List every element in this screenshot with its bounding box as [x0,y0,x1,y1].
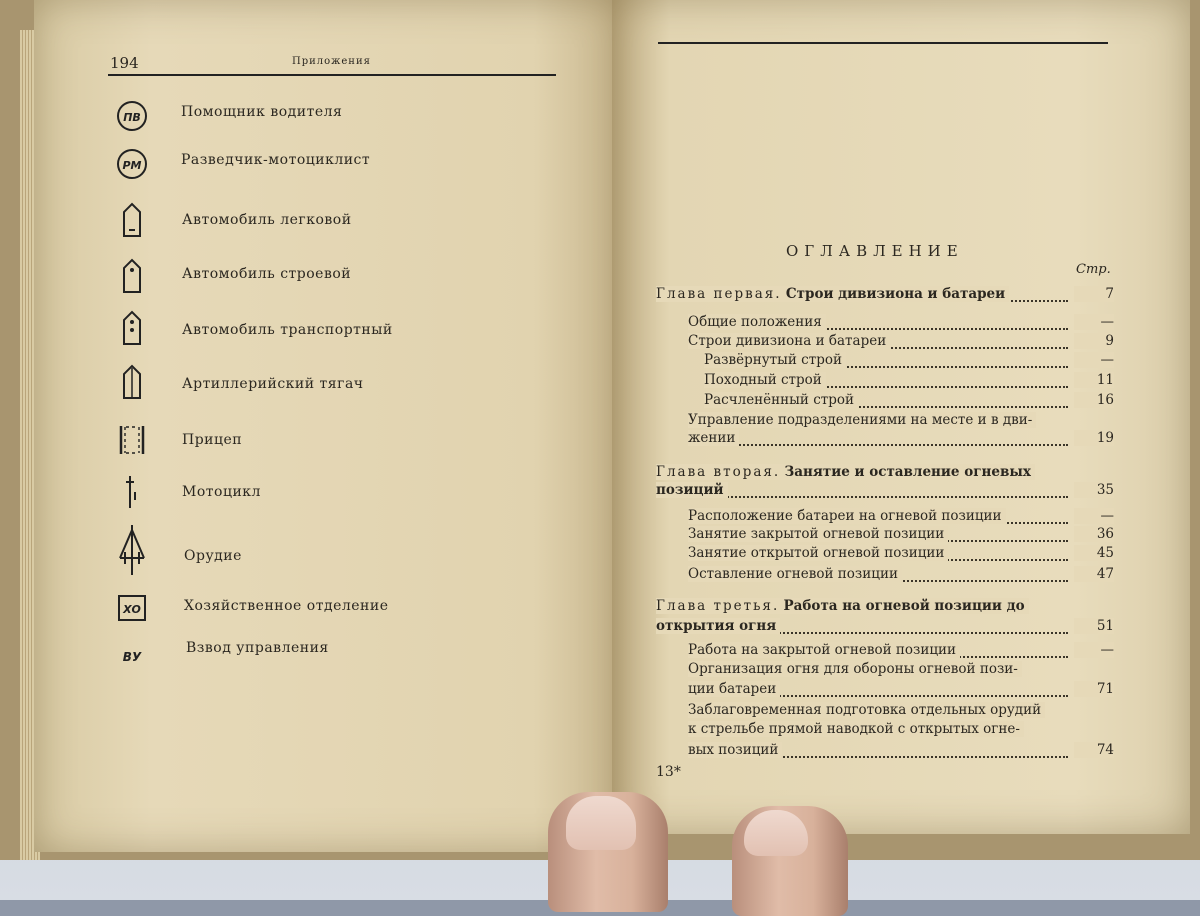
toc-entry [688,681,1114,701]
transport-truck-icon [108,308,156,348]
toc-entry [688,721,1114,741]
toc-entry-text [704,372,826,388]
toc-entry [688,742,1114,762]
legend-label: Орудие [184,548,242,564]
toc-entry-text [688,314,826,330]
vu-text-icon [108,636,156,676]
toc-entry [656,464,1114,484]
toc-page-number: — [1074,508,1114,524]
symbol-text: РМ [122,159,142,172]
legend-row [108,256,428,296]
toc-entry-text [688,661,1022,677]
toc-entry-title: Организация огня для обороны огневой пози- [688,661,1018,677]
legend-label: Помощник водителя [181,104,343,120]
legend-label: Мотоцикл [182,484,261,500]
toc-entry-title: к стрельбе прямой наводкой с открытых огне- [688,721,1020,737]
chapter-prefix: Глава вторая. [656,464,781,480]
toc-page-number: 16 [1074,392,1114,408]
symbol-text: ХО [123,603,141,616]
toc-page-number: 74 [1074,742,1114,758]
toc-entry-title: позиций [656,482,724,498]
toc-entry [656,482,1114,502]
trailer-icon [108,420,156,460]
toc-entry-title: Строи дивизиона и батареи [785,286,1006,302]
toc-entry [688,702,1114,722]
toc-page-number: 9 [1074,333,1114,349]
toc-page-number: — [1074,314,1114,330]
legend-label: Артиллерийский тягач [182,376,364,392]
page-column-label: Стр. [1076,262,1111,277]
legend-row [108,588,428,628]
toc-page-number: 51 [1074,618,1114,634]
toc-page-number: 11 [1074,372,1114,388]
toc-page-number: 45 [1074,545,1114,561]
pv-circle-icon [108,96,156,136]
toc-entry [688,508,1114,528]
toc-entry-title: открытия огня [656,618,777,634]
legend-row [108,308,428,348]
symbol-text: ВУ [122,650,142,664]
toc-entry-text [688,566,902,582]
truck-icon [108,256,156,296]
toc-entry-text [704,352,846,368]
legend-label: Прицеп [182,432,243,448]
toc-entry [688,642,1114,662]
toc-entry [688,566,1114,586]
legend-label: Автомобиль строевой [182,266,352,282]
toc-entry-title: Занятие и оставление огневых [784,464,1031,480]
toc-entry-title: Занятие открытой огневой позиции [688,545,945,561]
toc-entry-text [656,464,1035,480]
legend-label: Автомобиль транспортный [182,322,393,338]
running-head: Приложения [292,56,371,67]
toc-entry-text [688,430,739,446]
legend-row [108,528,428,568]
legend-row [108,362,428,402]
symbol-text: ПВ [123,111,141,124]
toc-entry-text [656,286,1009,302]
toc-entry-text [688,545,948,561]
toc-entry-text [688,642,960,658]
toc-entry-title: Строи дивизиона и батареи [688,333,887,349]
signature-mark: 13* [656,764,681,780]
legend-label: Разведчик-мотоциклист [181,152,371,168]
chapter-prefix: Глава первая. [656,286,782,302]
top-rule [658,42,1108,44]
toc-entry-text [656,618,780,634]
toc-entry-text [688,721,1024,737]
toc-entry [656,286,1114,306]
toc-entry-title: Развёрнутый строй [704,352,842,368]
toc-entry [656,598,1114,618]
legend-row [108,636,428,676]
toc-page-number: 71 [1074,681,1114,697]
legend-label: Взвод управления [186,640,329,656]
toc-entry-title: Работа на огневой позиции до [783,598,1025,614]
toc-page-number: 19 [1074,430,1114,446]
toc-entry-title: ции батареи [688,681,777,697]
rm-circle-icon [108,144,156,184]
legend-row [108,96,428,136]
toc-entry [704,372,1114,392]
toc-entry [688,545,1114,565]
legend-row [108,420,428,460]
legend-label: Автомобиль легковой [182,212,352,228]
header-rule [108,74,556,76]
motorcycle-icon [108,472,156,512]
toc-page-number: — [1074,352,1114,368]
toc-entry-title: Работа на закрытой огневой позиции [688,642,957,658]
legend-row [108,472,428,512]
toc-entry-text [656,482,728,498]
toc-entry-text [688,742,782,758]
toc-entry-text [656,598,1029,614]
toc-entry-title: Походный строй [704,372,822,388]
car-icon [108,200,156,240]
toc-leader-dots [688,444,1068,446]
toc-entry-title: Занятие закрытой огневой позиции [688,526,945,542]
chapter-prefix: Глава третья. [656,598,780,614]
toc-entry [688,412,1114,432]
toc-page-number: — [1074,642,1114,658]
toc-entry-title: Заблаговременная подготовка отдельных орудий [688,702,1042,718]
toc-entry [688,430,1114,450]
toc-page-number: 47 [1074,566,1114,582]
toc-entry-text [688,508,1006,524]
toc-entry [688,333,1114,353]
toc-entry-title: Оставление огневой позиции [688,566,898,582]
tractor-icon [108,362,156,402]
legend-row [108,144,428,184]
fingernail [566,796,636,850]
toc-entry-title: Расположение батареи на огневой позиции [688,508,1002,524]
legend-row [108,200,428,240]
toc-entry-text [688,681,780,697]
toc-entry-text [704,392,858,408]
toc-entry [688,526,1114,546]
toc-entry [656,618,1114,638]
page-number: 194 [110,54,139,72]
legend-label: Хозяйственное отделение [184,598,389,614]
xo-square-icon [108,588,156,628]
toc-page-number: 35 [1074,482,1114,498]
toc-entry [704,392,1114,412]
toc-entry [688,314,1114,334]
toc-page-number: 36 [1074,526,1114,542]
toc-entry [688,661,1114,681]
toc-entry-title: вых позиций [688,742,779,758]
toc-entry-title: Общие положения [688,314,822,330]
toc-entry-title: жении [688,430,736,446]
toc-entry-text [688,702,1045,718]
toc-entry-title: Управление подразделениями на месте и в дви- [688,412,1033,428]
toc-entry-title: Расчленённый строй [704,392,854,408]
toc-entry-text [688,333,890,349]
toc-page-number: 7 [1074,286,1114,302]
toc-entry-text [688,526,948,542]
toc-entry-text [688,412,1036,428]
gun-icon [108,524,156,576]
toc-title: ОГЛАВЛЕНИЕ [786,242,964,260]
toc-entry [704,352,1114,372]
